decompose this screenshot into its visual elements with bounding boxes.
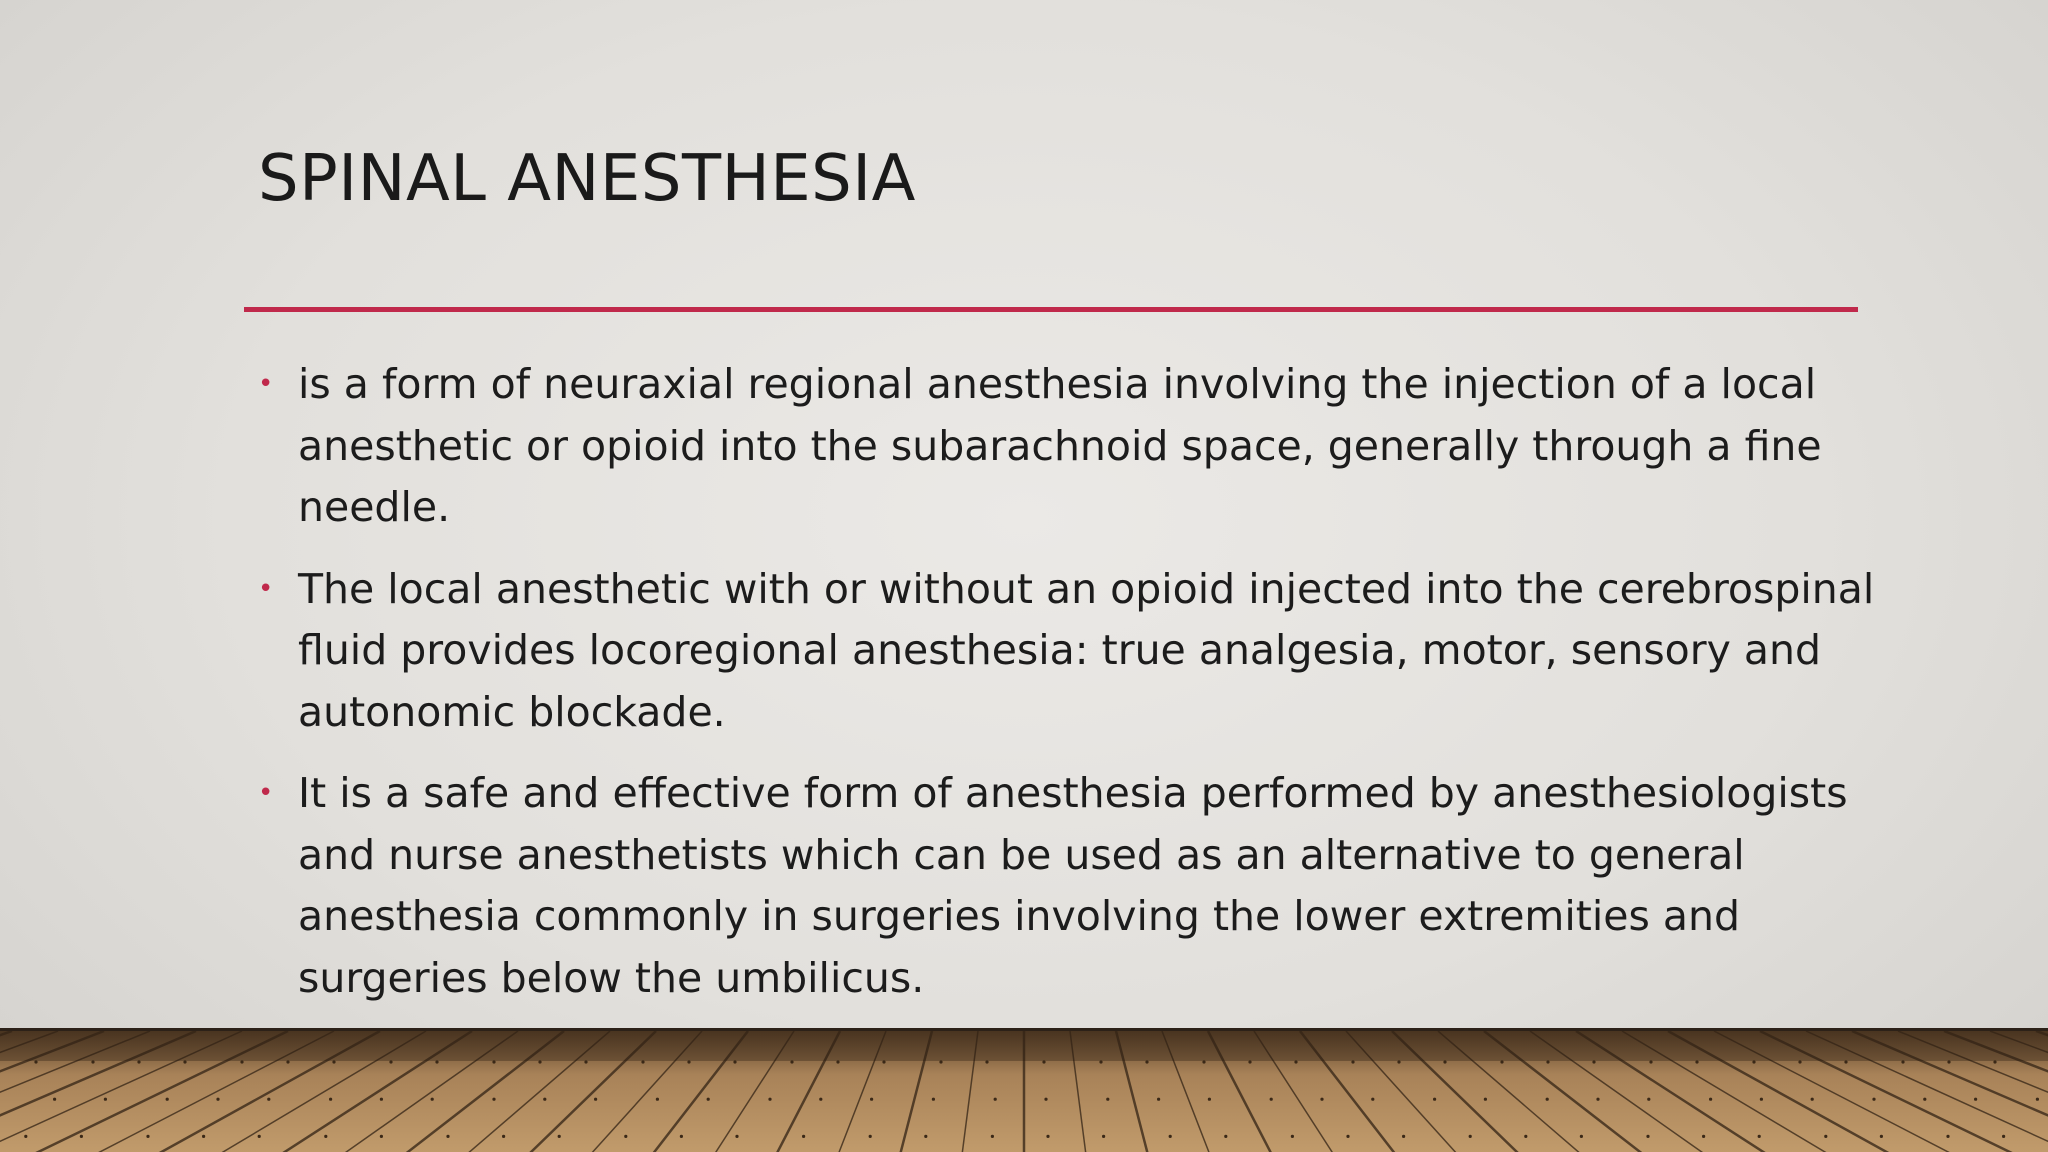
plank-nail	[1102, 1135, 1105, 1138]
plank-nail	[104, 1098, 107, 1101]
plank-nail	[869, 1135, 872, 1138]
bullet-item	[258, 354, 1878, 539]
plank-nail	[624, 1135, 627, 1138]
plank-nail	[656, 1098, 659, 1101]
plank-nail	[768, 1098, 771, 1101]
plank-nail	[802, 1135, 805, 1138]
plank-nail	[594, 1098, 597, 1101]
wood-floor-planks	[0, 1031, 2048, 1152]
plank-nail	[1702, 1135, 1705, 1138]
plank-nail	[1824, 1135, 1827, 1138]
plank-nail	[267, 1098, 270, 1101]
plank-nail	[1596, 1098, 1599, 1101]
plank-nail	[1433, 1098, 1436, 1101]
plank-nail	[1646, 1135, 1649, 1138]
plank-nail	[1946, 1135, 1949, 1138]
plank-nail	[1974, 1098, 1977, 1101]
plank-nail	[1157, 1098, 1160, 1101]
plank-nail	[216, 1098, 219, 1101]
plank-nail	[1320, 1098, 1323, 1101]
plank-nail	[80, 1135, 83, 1138]
plank-nail	[1484, 1098, 1487, 1101]
plank-nail	[1758, 1135, 1761, 1138]
title-divider	[244, 307, 1858, 312]
plank-nail	[24, 1135, 27, 1138]
plank-nail	[870, 1098, 873, 1101]
slide-title: SPINAL ANESTHESIA	[258, 142, 916, 216]
plank-nail	[1546, 1098, 1549, 1101]
plank-nail	[202, 1135, 205, 1138]
plank-nail	[932, 1098, 935, 1101]
plank-nail	[1208, 1098, 1211, 1101]
plank-nail	[53, 1098, 56, 1101]
bullet-marker-icon: •	[258, 369, 274, 399]
plank-nail	[1402, 1135, 1405, 1138]
plank-nail	[1872, 1098, 1875, 1101]
plank-nail	[1580, 1135, 1583, 1138]
plank-nail	[1709, 1098, 1712, 1101]
plank-nail	[446, 1135, 449, 1138]
plank-nail	[1270, 1098, 1273, 1101]
bullet-text: It is a safe and effective form of anesthesia performed by anesthesiologists and nurse anesthetists which can be used as an alternative to general anesthesia commonly in surgeries involving the lower extremities and surgeries below the umbilicus.	[298, 769, 1848, 1002]
plank-nail	[543, 1098, 546, 1101]
plank-nail	[924, 1135, 927, 1138]
plank-nail	[1524, 1135, 1527, 1138]
plank-nail	[680, 1135, 683, 1138]
plank-nail	[1371, 1098, 1374, 1101]
plank-nail	[431, 1098, 434, 1101]
plank-nail	[1106, 1098, 1109, 1101]
plank-nail	[1291, 1135, 1294, 1138]
bullet-text: The local anesthetic with or without an opioid injected into the cerebrospinal fluid provides locoregional anesthesia: true analgesia, motor, sensory and autonomic blockade.	[298, 564, 1875, 736]
plank-nail	[2002, 1135, 2005, 1138]
plank-nail	[324, 1135, 327, 1138]
plank-nail	[1647, 1098, 1650, 1101]
plank-nail	[1224, 1135, 1227, 1138]
bullet-marker-icon: •	[258, 573, 274, 604]
plank-nail	[1880, 1135, 1883, 1138]
plank-nail	[819, 1098, 822, 1101]
plank-nail	[329, 1098, 332, 1101]
plank-nail	[1046, 1135, 1049, 1138]
bullet-item	[258, 763, 1878, 1009]
plank-nail	[991, 1135, 994, 1138]
plank-nail	[166, 1098, 169, 1101]
plank-nail	[1811, 1098, 1814, 1101]
plank-nail	[146, 1135, 149, 1138]
plank-nail	[1923, 1098, 1926, 1101]
bullet-marker-icon: •	[258, 778, 274, 808]
plank-nail	[735, 1135, 738, 1138]
bullet-list	[258, 354, 1878, 1029]
plank-nail	[502, 1135, 505, 1138]
plank-nail	[2036, 1098, 2039, 1101]
plank-nail	[994, 1098, 997, 1101]
plank-nail	[1044, 1098, 1047, 1101]
bullet-text: is a form of neuraxial regional anesthesia involving the injection of a local anesthetic or opioid into the subarachnoid space, generally through a fine needle.	[298, 360, 1822, 531]
plank-nail	[1469, 1135, 1472, 1138]
plank-nail	[380, 1098, 383, 1101]
wood-floor	[0, 1028, 2048, 1152]
plank-nail	[707, 1098, 710, 1101]
plank-nail	[492, 1098, 495, 1101]
bullet-item	[258, 559, 1878, 744]
plank-nail	[1169, 1135, 1172, 1138]
plank-nail	[380, 1135, 383, 1138]
plank-nail	[558, 1135, 561, 1138]
plank-nail	[258, 1135, 261, 1138]
plank-nail	[1346, 1135, 1349, 1138]
plank-nail	[1760, 1098, 1763, 1101]
